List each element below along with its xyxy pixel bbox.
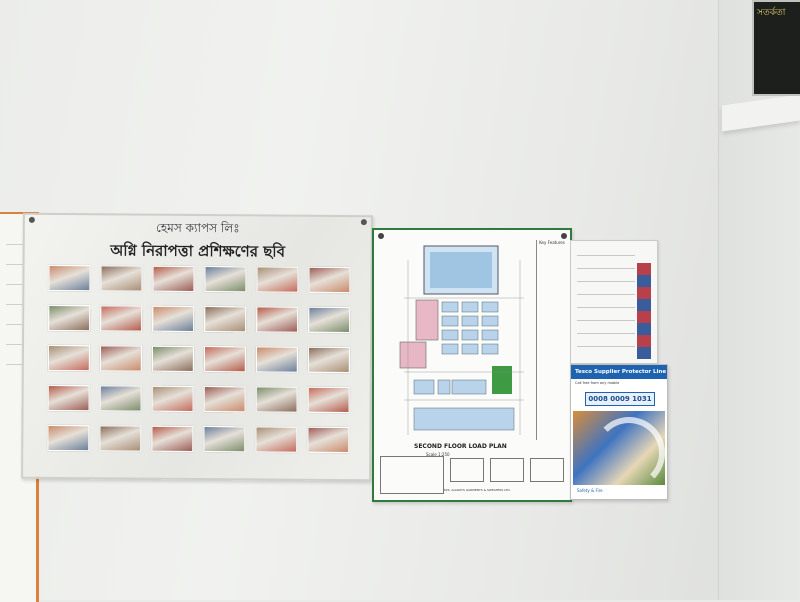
- poster-footer: Safety & Fire: [577, 488, 603, 493]
- portrait-icon: [637, 323, 651, 335]
- plan-box: [490, 458, 524, 482]
- training-photo: [308, 347, 350, 373]
- training-photo: [48, 385, 90, 411]
- training-photo: [204, 386, 246, 412]
- training-photo: [256, 266, 298, 292]
- training-photo: [152, 266, 194, 292]
- plan-box: [530, 458, 564, 482]
- plan-caption: SECOND FLOOR LOAD PLAN: [414, 443, 507, 450]
- sheet-row: [577, 281, 635, 282]
- plan-legend-title: Key Features: [539, 240, 565, 245]
- training-photo: [48, 305, 90, 331]
- portrait-icon: [637, 287, 651, 299]
- training-photo: [204, 266, 246, 292]
- pin-icon: [378, 233, 384, 239]
- training-photo: [308, 307, 350, 333]
- training-photo: [255, 426, 297, 452]
- sheet-row: [577, 346, 635, 347]
- board-organization: হেমস ক্যাপস লিঃ: [155, 220, 240, 236]
- floor-plan-sheet: [372, 228, 572, 502]
- training-photo: [307, 427, 349, 453]
- training-photo: [99, 425, 141, 451]
- sheet-row: [577, 294, 635, 295]
- portrait-icon: [637, 311, 651, 323]
- sheet-row: [577, 320, 635, 321]
- training-photo: [152, 386, 194, 412]
- training-photo: [203, 426, 245, 452]
- training-photo: [48, 265, 90, 291]
- training-photo: [100, 385, 142, 411]
- floor-plan-drawing: [394, 240, 534, 440]
- training-photo: [308, 387, 350, 413]
- portrait-icon: [637, 299, 651, 311]
- sheet-row: [577, 307, 635, 308]
- portrait-icon: [637, 275, 651, 287]
- board-title: অগ্নি নিরাপত্তা প্রশিক্ষণের ছবি: [110, 241, 286, 261]
- training-photo: [151, 426, 193, 452]
- training-photo: [152, 306, 194, 332]
- sheet-row: [577, 268, 635, 269]
- portrait-icon: [637, 335, 651, 347]
- training-photo: [47, 425, 89, 451]
- training-photo: [100, 345, 142, 371]
- plan-table: [380, 456, 444, 494]
- poster-artwork: [573, 411, 665, 485]
- pin-icon: [561, 233, 567, 239]
- poster-phone: 0008 0009 1031: [585, 392, 655, 406]
- training-photo: [256, 386, 298, 412]
- plan-box: [450, 458, 484, 482]
- poster-subtitle: Call free from any mobile: [575, 381, 620, 385]
- sheet-row: [577, 255, 635, 256]
- poster-header: Tesco Supplier Protector Line: [571, 365, 667, 379]
- training-photo: [48, 345, 90, 371]
- training-photo: [100, 265, 142, 291]
- plan-legend: [536, 240, 567, 440]
- training-photo: [204, 306, 246, 332]
- photo-grid: [47, 265, 358, 467]
- training-photo: [204, 346, 246, 372]
- plan-scale: Scale 1:250: [426, 452, 450, 457]
- portrait-icon: [637, 347, 651, 359]
- training-photo: [308, 267, 350, 293]
- staff-list-sheet: [570, 240, 658, 364]
- training-photo: [256, 306, 298, 332]
- sheet-row: [577, 333, 635, 334]
- black-sign: [752, 0, 800, 96]
- plan-footer: M/S. ALLWAYS GARMENTS & SWEATERS LTD.: [444, 488, 511, 492]
- training-photo: [152, 346, 194, 372]
- black-sign-text: সতর্কতা: [757, 8, 786, 18]
- fire-safety-photo-board: [21, 213, 373, 481]
- training-photo: [256, 346, 298, 372]
- training-photo: [100, 305, 142, 331]
- portrait-icon: [637, 263, 651, 275]
- supplier-hotline-poster: [570, 364, 668, 500]
